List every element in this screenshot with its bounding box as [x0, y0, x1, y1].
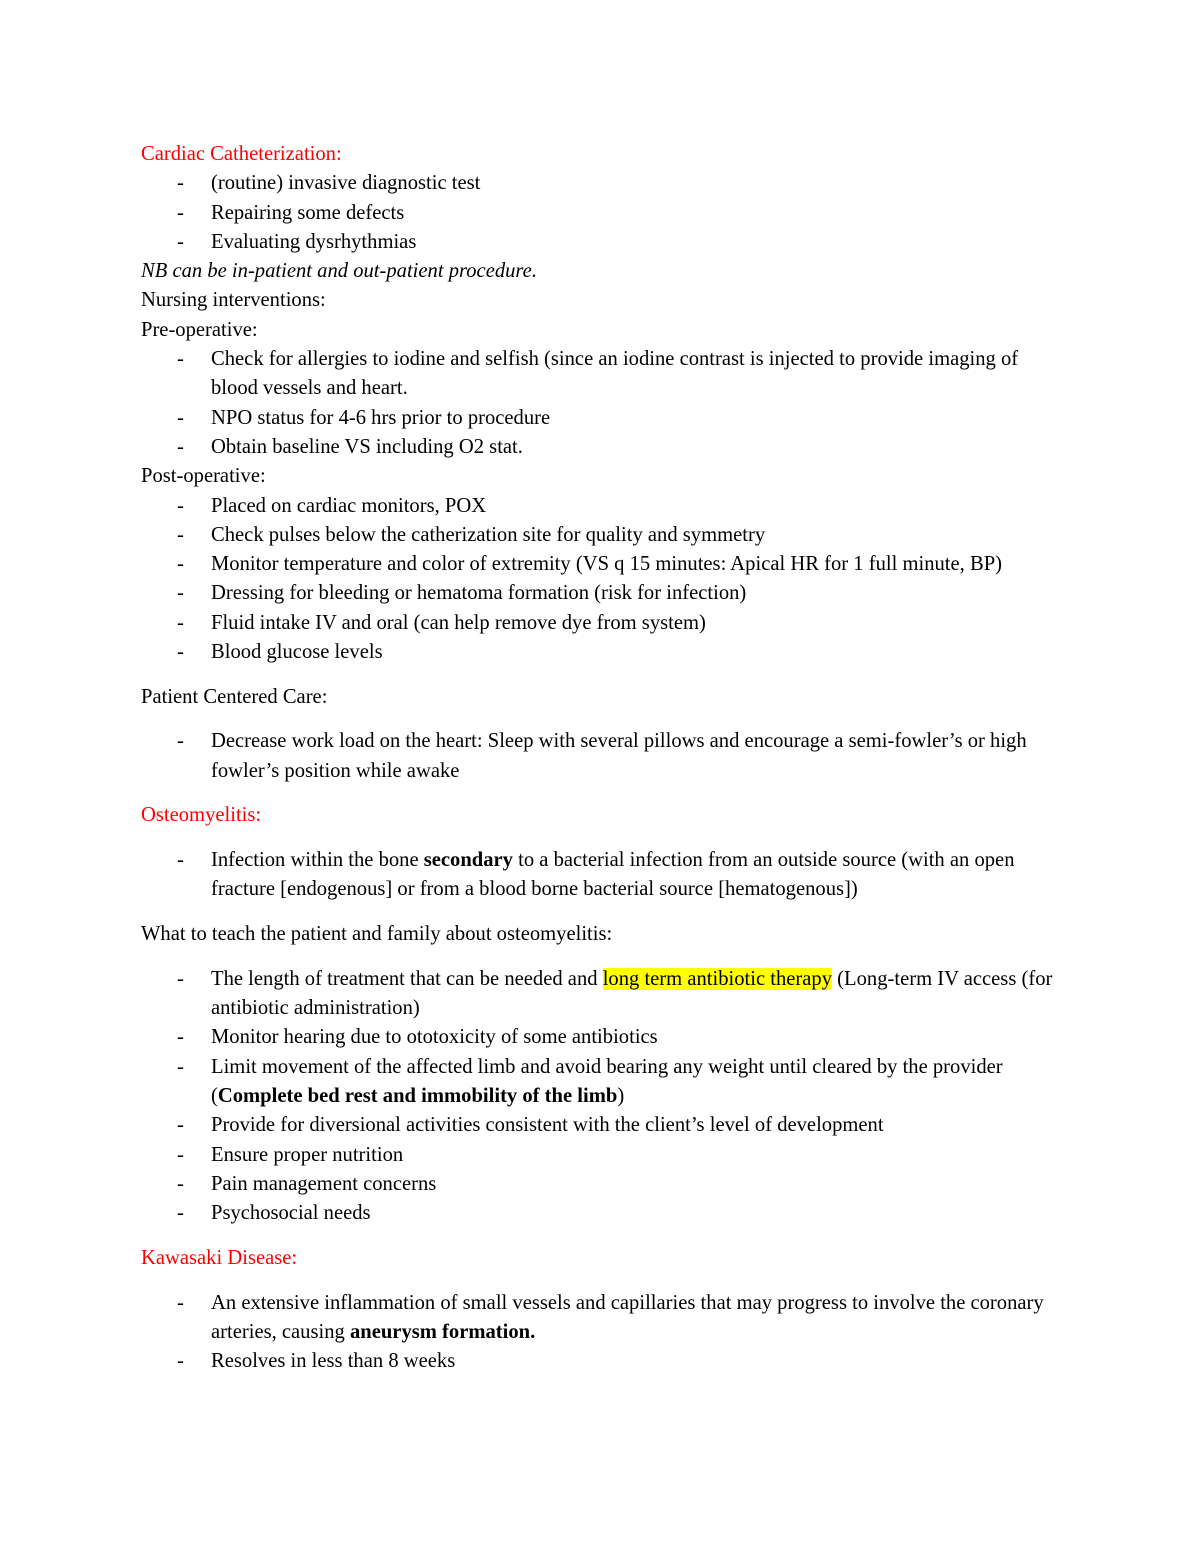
cardiac-overview-list — [141, 169, 1061, 257]
teaching-label: What to teach the patient and family about osteomyelitis: — [141, 923, 613, 946]
list-item: - Check for allergies to iodine and selfish (since an iodine contrast is injected to provide imaging of blood vessels and heart. — [141, 345, 1061, 404]
list-item: - Check pulses below the catherization site for quality and symmetry — [141, 521, 1061, 550]
list-item: - Evaluating dysrhythmias — [141, 228, 1061, 257]
patient-centered-care-label: Patient Centered Care: — [141, 685, 328, 708]
bold-text: Complete bed rest and immobility of the limb — [217, 1084, 618, 1107]
patient-centered-care-list — [141, 727, 1061, 786]
paragraph-spacer — [141, 905, 1061, 920]
paragraph-spacer — [141, 1273, 1061, 1288]
text-run: (Long-term IV access (for antibiotic administration) — [211, 967, 1053, 1020]
text-run: Infection within the bone — [211, 849, 424, 872]
post-operative-list — [141, 492, 1061, 668]
list-item: - Fluid intake IV and oral (can help remove dye from system) — [141, 609, 1061, 638]
kawasaki-list — [141, 1289, 1061, 1377]
list-item: - Obtain baseline VS including O2 stat. — [141, 433, 1061, 462]
pre-operative-label: Pre-operative: — [141, 318, 258, 341]
paragraph-spacer — [141, 949, 1061, 964]
paragraph-spacer — [141, 831, 1061, 846]
bold-text: secondary — [423, 849, 513, 872]
list-item: - (routine) invasive diagnostic test — [141, 169, 1061, 198]
list-item: - Resolves in less than 8 weeks — [141, 1347, 1061, 1376]
list-item: - Monitor hearing due to ototoxicity of some antibiotics — [141, 1023, 1061, 1052]
teaching-list — [141, 965, 1061, 1229]
list-item: - Monitor temperature and color of extremity (VS q 15 minutes: Apical HR for 1 full minute, BP) — [141, 550, 1061, 579]
nursing-interventions-label: Nursing interventions: — [141, 289, 326, 312]
list-item: - Provide for diversional activities consistent with the client’s level of development — [141, 1111, 1061, 1140]
document-page — [141, 140, 1061, 1376]
list-item — [141, 965, 1061, 1024]
cardiac-catheterization-heading: Cardiac Catheterization: — [141, 143, 342, 165]
text-run: to a bacterial infection from an outside source (with an open fracture [endogenous] or from a blood borne bacterial source [hematogenous]) — [211, 849, 1015, 901]
post-operative-label: Post-operative: — [141, 465, 266, 488]
list-item: - Pain management concerns — [141, 1170, 1061, 1199]
list-item: - Dressing for bleeding or hematoma formation (risk for infection) — [141, 579, 1061, 608]
list-item — [141, 846, 1061, 905]
osteomyelitis-definition-list — [141, 846, 1061, 905]
paragraph-spacer — [141, 786, 1061, 801]
list-item — [141, 1289, 1061, 1348]
kawasaki-disease-heading: Kawasaki Disease: — [141, 1246, 298, 1269]
list-item: - Ensure proper nutrition — [141, 1141, 1061, 1170]
text-run: An extensive inflammation of small vessels and capillaries that may progress to involve the coronary arteries, causing — [211, 1291, 1044, 1343]
pre-operative-list — [141, 345, 1061, 462]
paragraph-spacer — [141, 1228, 1061, 1243]
paragraph-spacer — [141, 712, 1061, 727]
list-item: - Decrease work load on the heart: Sleep with several pillows and encourage a semi-fowler’s or high fowler’s position while awake — [141, 727, 1061, 786]
list-item: - Placed on cardiac monitors, POX — [141, 492, 1061, 521]
list-item: - NPO status for 4-6 hrs prior to procedure — [141, 404, 1061, 433]
list-item: - Repairing some defects — [141, 199, 1061, 228]
osteomyelitis-heading: Osteomyelitis: — [141, 804, 262, 827]
text-run: Limit movement of the affected limb and avoid bearing any weight until cleared by the provider ( — [211, 1055, 1003, 1107]
list-item: - Psychosocial needs — [141, 1199, 1061, 1228]
list-item: - Blood glucose levels — [141, 638, 1061, 667]
text-run: ) — [617, 1084, 625, 1107]
text-run: The length of treatment that can be needed and — [211, 967, 603, 990]
highlighted-text: long term antibiotic therapy — [602, 967, 833, 990]
bold-text: aneurysm formation. — [349, 1320, 536, 1343]
procedure-note: NB can be in-patient and out-patient procedure. — [141, 260, 537, 283]
paragraph-spacer — [141, 667, 1061, 682]
list-item — [141, 1053, 1061, 1112]
